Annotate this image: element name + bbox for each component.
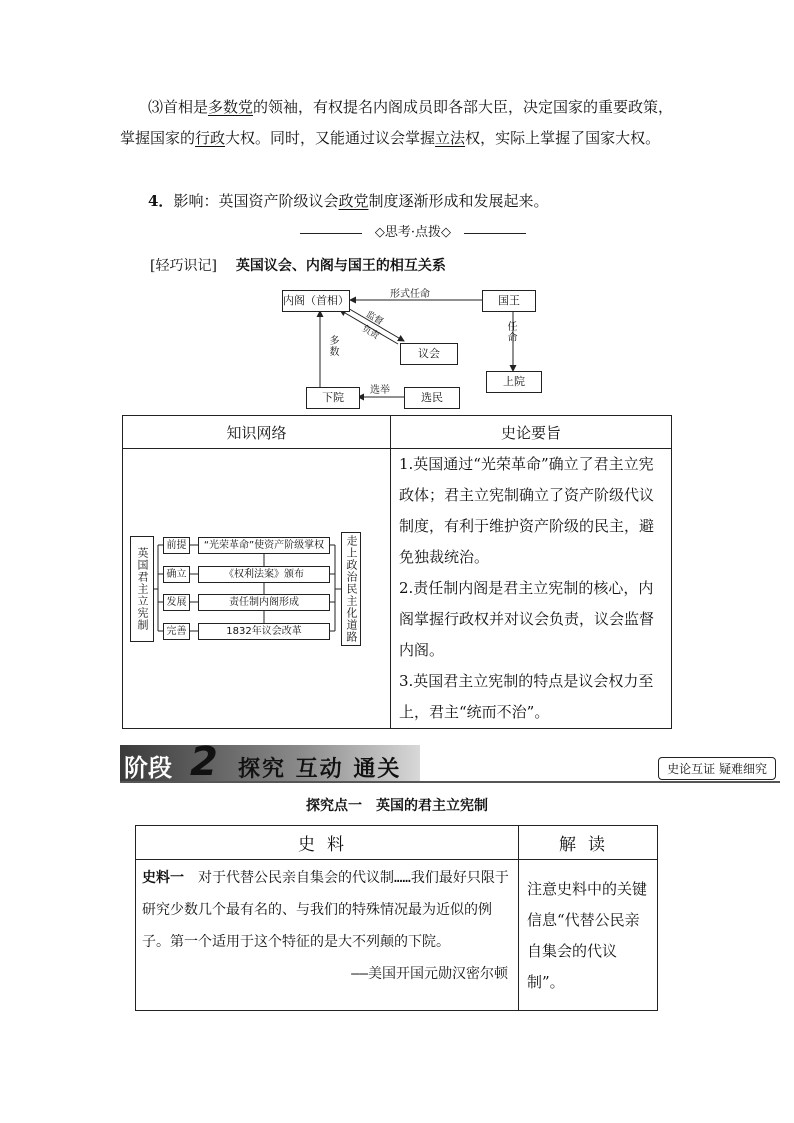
cabinet-box: 内阁（首相） xyxy=(282,290,350,312)
term-legislative: 立法 xyxy=(435,129,466,147)
network-content-improve: 1832年议会改革 xyxy=(198,623,330,640)
stage-title: 探究 互动 通关 xyxy=(238,756,402,782)
memory-tip-tag: [轻巧识记] xyxy=(150,258,217,274)
label-appoint: 任命 xyxy=(505,321,516,343)
source-cell xyxy=(136,860,519,1011)
gist-item-1: 1.英国通过“光荣革命”确立了君主立宪政体；君主立宪制确立了资产阶级代议制度，有利于维护资产阶级的民主，避免独裁统治。 xyxy=(399,455,655,566)
network-content-premise: “光荣革命”使资产阶级掌权 xyxy=(198,537,330,554)
label-elect: 选举 xyxy=(370,385,390,396)
term-majority-party: 多数党 xyxy=(208,98,254,116)
knowledge-network-cell xyxy=(123,449,391,729)
interpretation-cell: 注意史料中的关键信息“代替公民亲自集会的代议制”。 xyxy=(519,860,658,1011)
memory-tip-title: 英国议会、内阁与国王的相互关系 xyxy=(235,258,446,274)
divider-line-left xyxy=(300,233,362,234)
memory-tip xyxy=(150,256,446,276)
stage-number: 2 xyxy=(190,739,218,785)
network-label-premise: 前提 xyxy=(163,537,190,554)
think-divider: ◇思考·点拨◇ xyxy=(300,222,526,244)
knowledge-network xyxy=(123,450,390,728)
term-party: 政党 xyxy=(338,192,369,210)
label-formal-appoint: 形式任命 xyxy=(390,289,430,300)
interpretation-header: 解读 xyxy=(519,826,658,860)
network-root: 英国君主立宪制 xyxy=(130,536,154,642)
label-majority: 多数 xyxy=(327,335,338,357)
voters-box: 选民 xyxy=(404,387,460,409)
source-header: 史料 xyxy=(136,826,519,860)
stage-banner xyxy=(120,739,780,785)
network-label-improve: 完善 xyxy=(163,623,190,640)
source-attribution: ——美国开国元勋汉密尔顿 xyxy=(351,966,508,982)
stage-label: 阶段 xyxy=(124,754,172,782)
network-content-establish: 《权利法案》颁布 xyxy=(198,566,330,583)
inquiry-title: 探究点一 英国的君主立宪制 xyxy=(306,798,488,814)
network-road: 走上政治民主化道路 xyxy=(341,532,361,646)
network-content-develop: 责任制内阁形成 xyxy=(198,594,330,611)
parliament-box: 议会 xyxy=(400,343,458,365)
lower-house-box: 下院 xyxy=(306,387,360,409)
paragraph-4: 4．影响：英国资产阶级议会政党制度逐渐形成和发展起来。 xyxy=(148,192,549,210)
king-box: 国王 xyxy=(482,290,536,312)
network-label-establish: 确立 xyxy=(163,566,190,583)
divider-line-right xyxy=(464,233,526,234)
label-supervise: 监督 xyxy=(363,309,385,328)
stage-tag: 史论互证 疑难细究 xyxy=(658,757,776,780)
gist-item-2: 2.责任制内阁是君主立宪制的核心，内阁掌握行政权并对议会负责，议会监督内阁。 xyxy=(399,579,655,659)
network-label-develop: 发展 xyxy=(163,594,190,611)
source-text: 对于代替公民亲自集会的代议制……我们最好只限于研究少数几个最有名的、与我们的特殊情况最为近似的例子。第一个适用于这个特征的是大不列颠的下院。 xyxy=(142,870,509,950)
source-label: 史料一 xyxy=(142,870,184,886)
stage-banner-line xyxy=(120,781,780,783)
label-responsible: 负责 xyxy=(359,323,381,342)
source-table xyxy=(135,825,658,1011)
paragraph-3: ⑶首相是多数党的领袖，有权提名内阁成员即各部大臣，决定国家的重要政策，掌握国家的行政大权。同时，又能通过议会掌握立法权，实际上掌握了国家大权。 xyxy=(120,98,674,147)
gist-item-3: 3.英国君主立宪制的特点是议会权力至上，君主“统而不治”。 xyxy=(399,672,654,721)
knowledge-network-header: 知识网络 xyxy=(123,416,391,449)
gist-cell xyxy=(391,449,672,729)
relation-diagram xyxy=(270,285,570,410)
gist-header: 史论要旨 xyxy=(391,416,672,449)
upper-house-box: 上院 xyxy=(486,371,542,393)
term-executive: 行政 xyxy=(195,129,226,147)
knowledge-table xyxy=(122,415,672,729)
